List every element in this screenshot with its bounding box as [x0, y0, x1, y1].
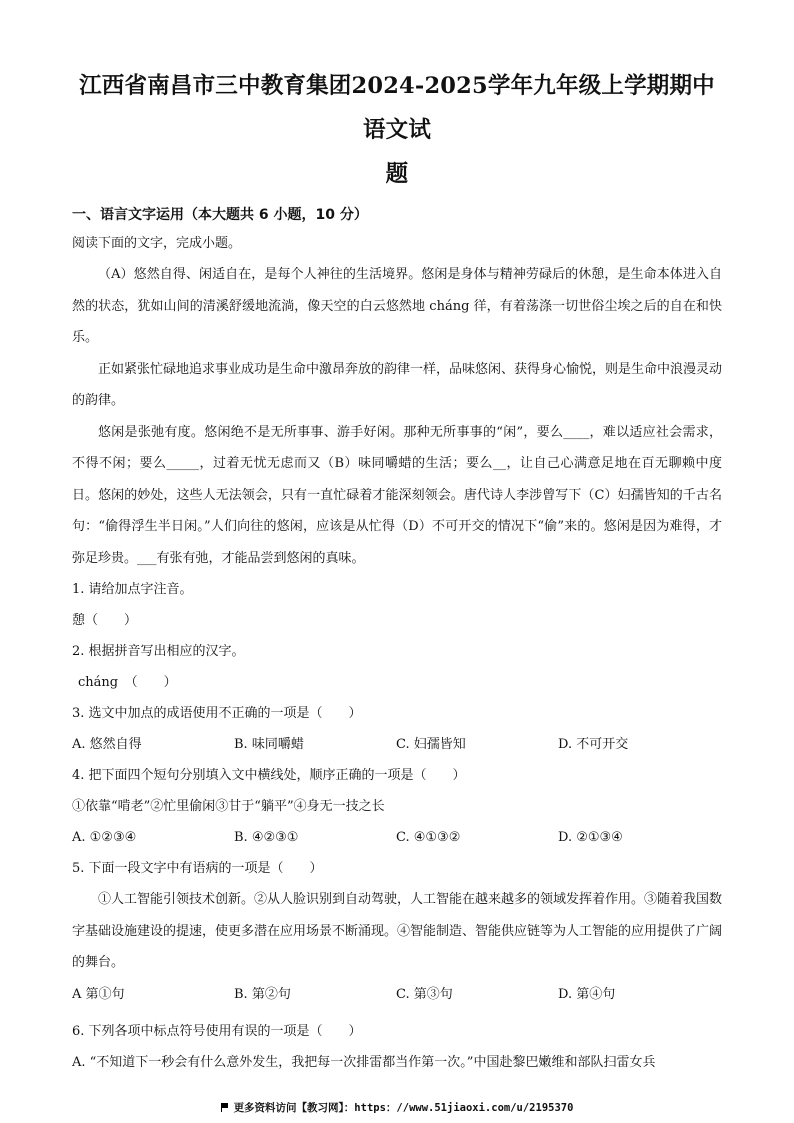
- question-2-answer: cháng （ ）: [78, 675, 177, 690]
- option-a: A 第①句: [72, 986, 125, 1002]
- section-intro: 阅读下面的文字，完成小题。: [72, 236, 242, 251]
- option-c: C. 妇孺皆知: [396, 737, 466, 752]
- option-b: B. 味同嚼蜡: [234, 737, 304, 752]
- option-c: C. 第③句: [396, 986, 453, 1002]
- option-b: B. 第②句: [234, 986, 291, 1002]
- option-d: D. ②①③④: [558, 830, 623, 845]
- question-2-stem: 2. 根据拼音写出相应的汉字。: [72, 644, 245, 659]
- option-a: A. ①②③④: [72, 830, 137, 845]
- passage-paragraph-2: 正如紧张忙碌地追求事业成功是生命中激昂奔放的韵律一样，品味悠闲、获得身心愉悦，则是生命中浪漫灵动的韵律。: [72, 361, 723, 408]
- question-4-options: [72, 822, 722, 853]
- question-3-stem: 3. 选文中加点的成语使用不正确的一项是（ ）: [72, 706, 362, 721]
- question-5-options: [72, 979, 722, 1010]
- passage-paragraph-1: （A）悠然自得、闲适自在，是每个人神往的生活境界。悠闲是身体与精神劳碌后的休憩，是生命本体进入自然的状态，犹如山间的清溪舒缓地流淌，像天空的白云悠然地 cháng 徉，有着荡涤一切世俗尘埃之后的自在和快乐。: [72, 267, 722, 345]
- option-a: A. 悠然自得: [72, 737, 142, 752]
- flag-icon: [221, 1103, 230, 1112]
- section-heading: 一、语言文字运用（本大题共 6 小题，10 分）: [72, 207, 368, 223]
- document-page: [72, 64, 722, 1078]
- page-title: [72, 64, 722, 196]
- question-5-stem: 5. 下面一段文字中有语病的一项是（ ）: [72, 861, 323, 876]
- question-3-options: [72, 729, 722, 760]
- footer: [0, 1100, 794, 1115]
- footer-link[interactable]: 更多资料访问【教习网】：https：//www.51jiaoxi.com/u/2195370: [233, 1102, 574, 1114]
- question-6-option-a: A. “不知道下一秒会有什么意外发生，我把每一次排雷都当作第一次。”中国赴黎巴嫩维和部队扫雷女兵: [72, 1054, 656, 1070]
- option-d: D. 不可开交: [558, 737, 629, 752]
- title-line-2: 题: [385, 161, 409, 187]
- question-6-stem: 6. 下列各项中标点符号使用有误的一项是（ ）: [72, 1023, 362, 1039]
- question-4-stem: 4. 把下面四个短句分别填入文中横线处，顺序正确的一项是（ ）: [72, 768, 466, 783]
- option-b: B. ④②③①: [234, 830, 299, 845]
- question-5-passage: ①人工智能引领技术创新。②从人脸识别到自动驾驶，人工智能在越来越多的领域发挥着作用。③随着我国数字基础设施建设的提速，使更多潜在应用场景不断涌现。④智能制造、智能供应链等为人工智能的应用提供了广阔的舞台。: [72, 892, 723, 970]
- option-c: C. ④①③②: [396, 830, 461, 845]
- option-d: D. 第④句: [558, 986, 616, 1002]
- passage-paragraph-3: 悠闲是张弛有度。悠闲绝不是无所事事、游手好闲。那种无所事事的“闲”，要么____，难以适应社会需求，不得不闲；要么_____，过着无忧无虑而又（B）味同嚼蜡的生活；要么__，让自己心满意足地在百无聊赖中度日。悠闲的妙处，这些人无法领会，只有一直忙碌着才能深刻领会。唐代诗人李涉曾写下（C）妇孺皆知的千古名句：“偷得浮生半日闲。”人们向往的悠闲，应该是从忙得（D）不可开交的情况下“偷”来的。悠闲是因为难得，才弥足珍贵。___有张有弛，才能品尝到悠闲的真味。: [72, 424, 722, 566]
- title-line-1: 江西省南昌市三中教育集团2024-2025学年九年级上学期期中语文试: [79, 73, 715, 143]
- question-1-answer: 憩（ ）: [72, 613, 138, 628]
- question-4-phrases: ①依靠“啃老”②忙里偷闲③甘于“躺平”④身无一技之长: [72, 799, 385, 814]
- question-1-stem: 1. 请给加点字注音。: [72, 582, 193, 597]
